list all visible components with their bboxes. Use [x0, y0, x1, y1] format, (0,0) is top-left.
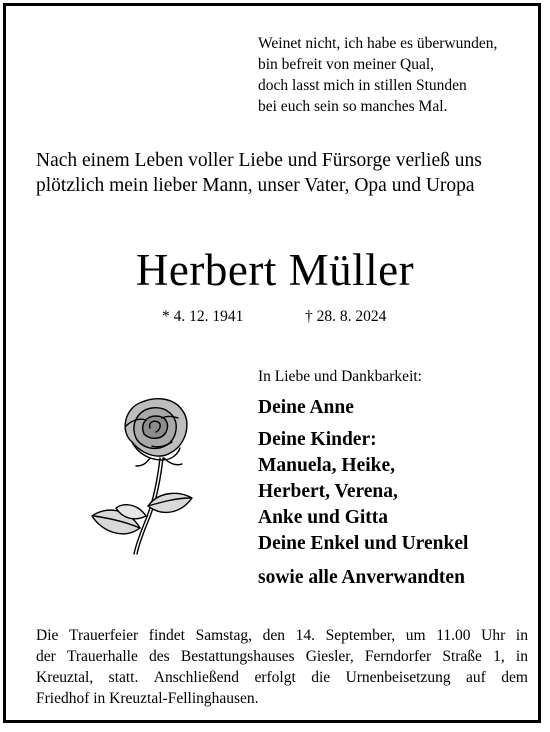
intro-line: Nach einem Leben voller Liebe und Fürsorge verließ uns — [36, 150, 482, 171]
children-line: Manuela, Heike, — [258, 455, 396, 476]
notice-word: Giesler, — [305, 648, 354, 665]
notice-word: Kreuztal, — [36, 669, 94, 686]
poem-line: doch lasst mich in stillen Stunden — [258, 77, 467, 94]
rose-icon — [86, 394, 206, 556]
poem-line: bei euch sein so manches Mal. — [258, 98, 448, 115]
birth-date: * 4. 12. 1941 — [162, 308, 244, 325]
poem-line: bin befreit von meiner Qual, — [258, 56, 435, 73]
notice-word: in — [515, 627, 528, 644]
family-grandchildren: Deine Enkel und Urenkel — [258, 533, 469, 554]
notice-word: auf — [466, 669, 486, 686]
children-heading: Deine Kinder: — [258, 429, 377, 450]
notice-word: Trauerfeier — [69, 627, 139, 644]
notice-word: 1, — [493, 648, 505, 665]
notice-word: Ferndorfer — [364, 648, 432, 665]
notice-word: Straße — [442, 648, 482, 665]
notice-word: in — [515, 648, 528, 665]
notice-word: Samstag, — [195, 627, 252, 644]
notice-word: 14. — [295, 627, 315, 644]
notice-word: Bestattungshauses — [180, 648, 295, 665]
deceased-name: Herbert Müller — [135, 245, 415, 295]
notice-line — [36, 667, 528, 688]
notice-word: um — [405, 627, 426, 644]
intro-line: plötzlich mein lieber Mann, unser Vater, Opa und Uropa — [36, 175, 475, 196]
poem — [258, 33, 497, 117]
notice-word: des — [149, 648, 170, 665]
family-children — [258, 427, 398, 531]
children-line: Herbert, Verena, — [258, 481, 398, 502]
notice-word: die — [311, 669, 331, 686]
notice-word: der — [36, 648, 56, 665]
notice-word: den — [262, 627, 285, 644]
intro-text — [36, 148, 536, 198]
family-relatives: sowie alle Anverwandten — [258, 567, 465, 588]
notice-word: September, — [325, 627, 396, 644]
notice-word: Anschließend — [153, 669, 240, 686]
obituary-card — [3, 3, 541, 723]
notice-line: Friedhof in Kreuztal-Fellinghausen. — [36, 690, 259, 707]
children-line: Anke und Gitta — [258, 507, 389, 528]
gratitude-line: In Liebe und Dankbarkeit: — [258, 368, 422, 385]
notice-line — [36, 646, 528, 667]
family-wife: Deine Anne — [258, 397, 354, 418]
funeral-notice — [36, 625, 528, 709]
notice-word: 11.00 — [436, 627, 471, 644]
notice-word: statt. — [108, 669, 139, 686]
notice-word: findet — [148, 627, 185, 644]
death-date: † 28. 8. 2024 — [305, 308, 387, 325]
poem-line: Weinet nicht, ich habe es überwunden, — [258, 35, 498, 52]
notice-word: Uhr — [481, 627, 506, 644]
notice-word: Trauerhalle — [66, 648, 138, 665]
notice-word: erfolgt — [254, 669, 296, 686]
notice-word: Die — [36, 627, 59, 644]
notice-word: Urnenbeisetzung — [345, 669, 451, 686]
notice-line — [36, 625, 528, 646]
notice-word: dem — [501, 669, 528, 686]
